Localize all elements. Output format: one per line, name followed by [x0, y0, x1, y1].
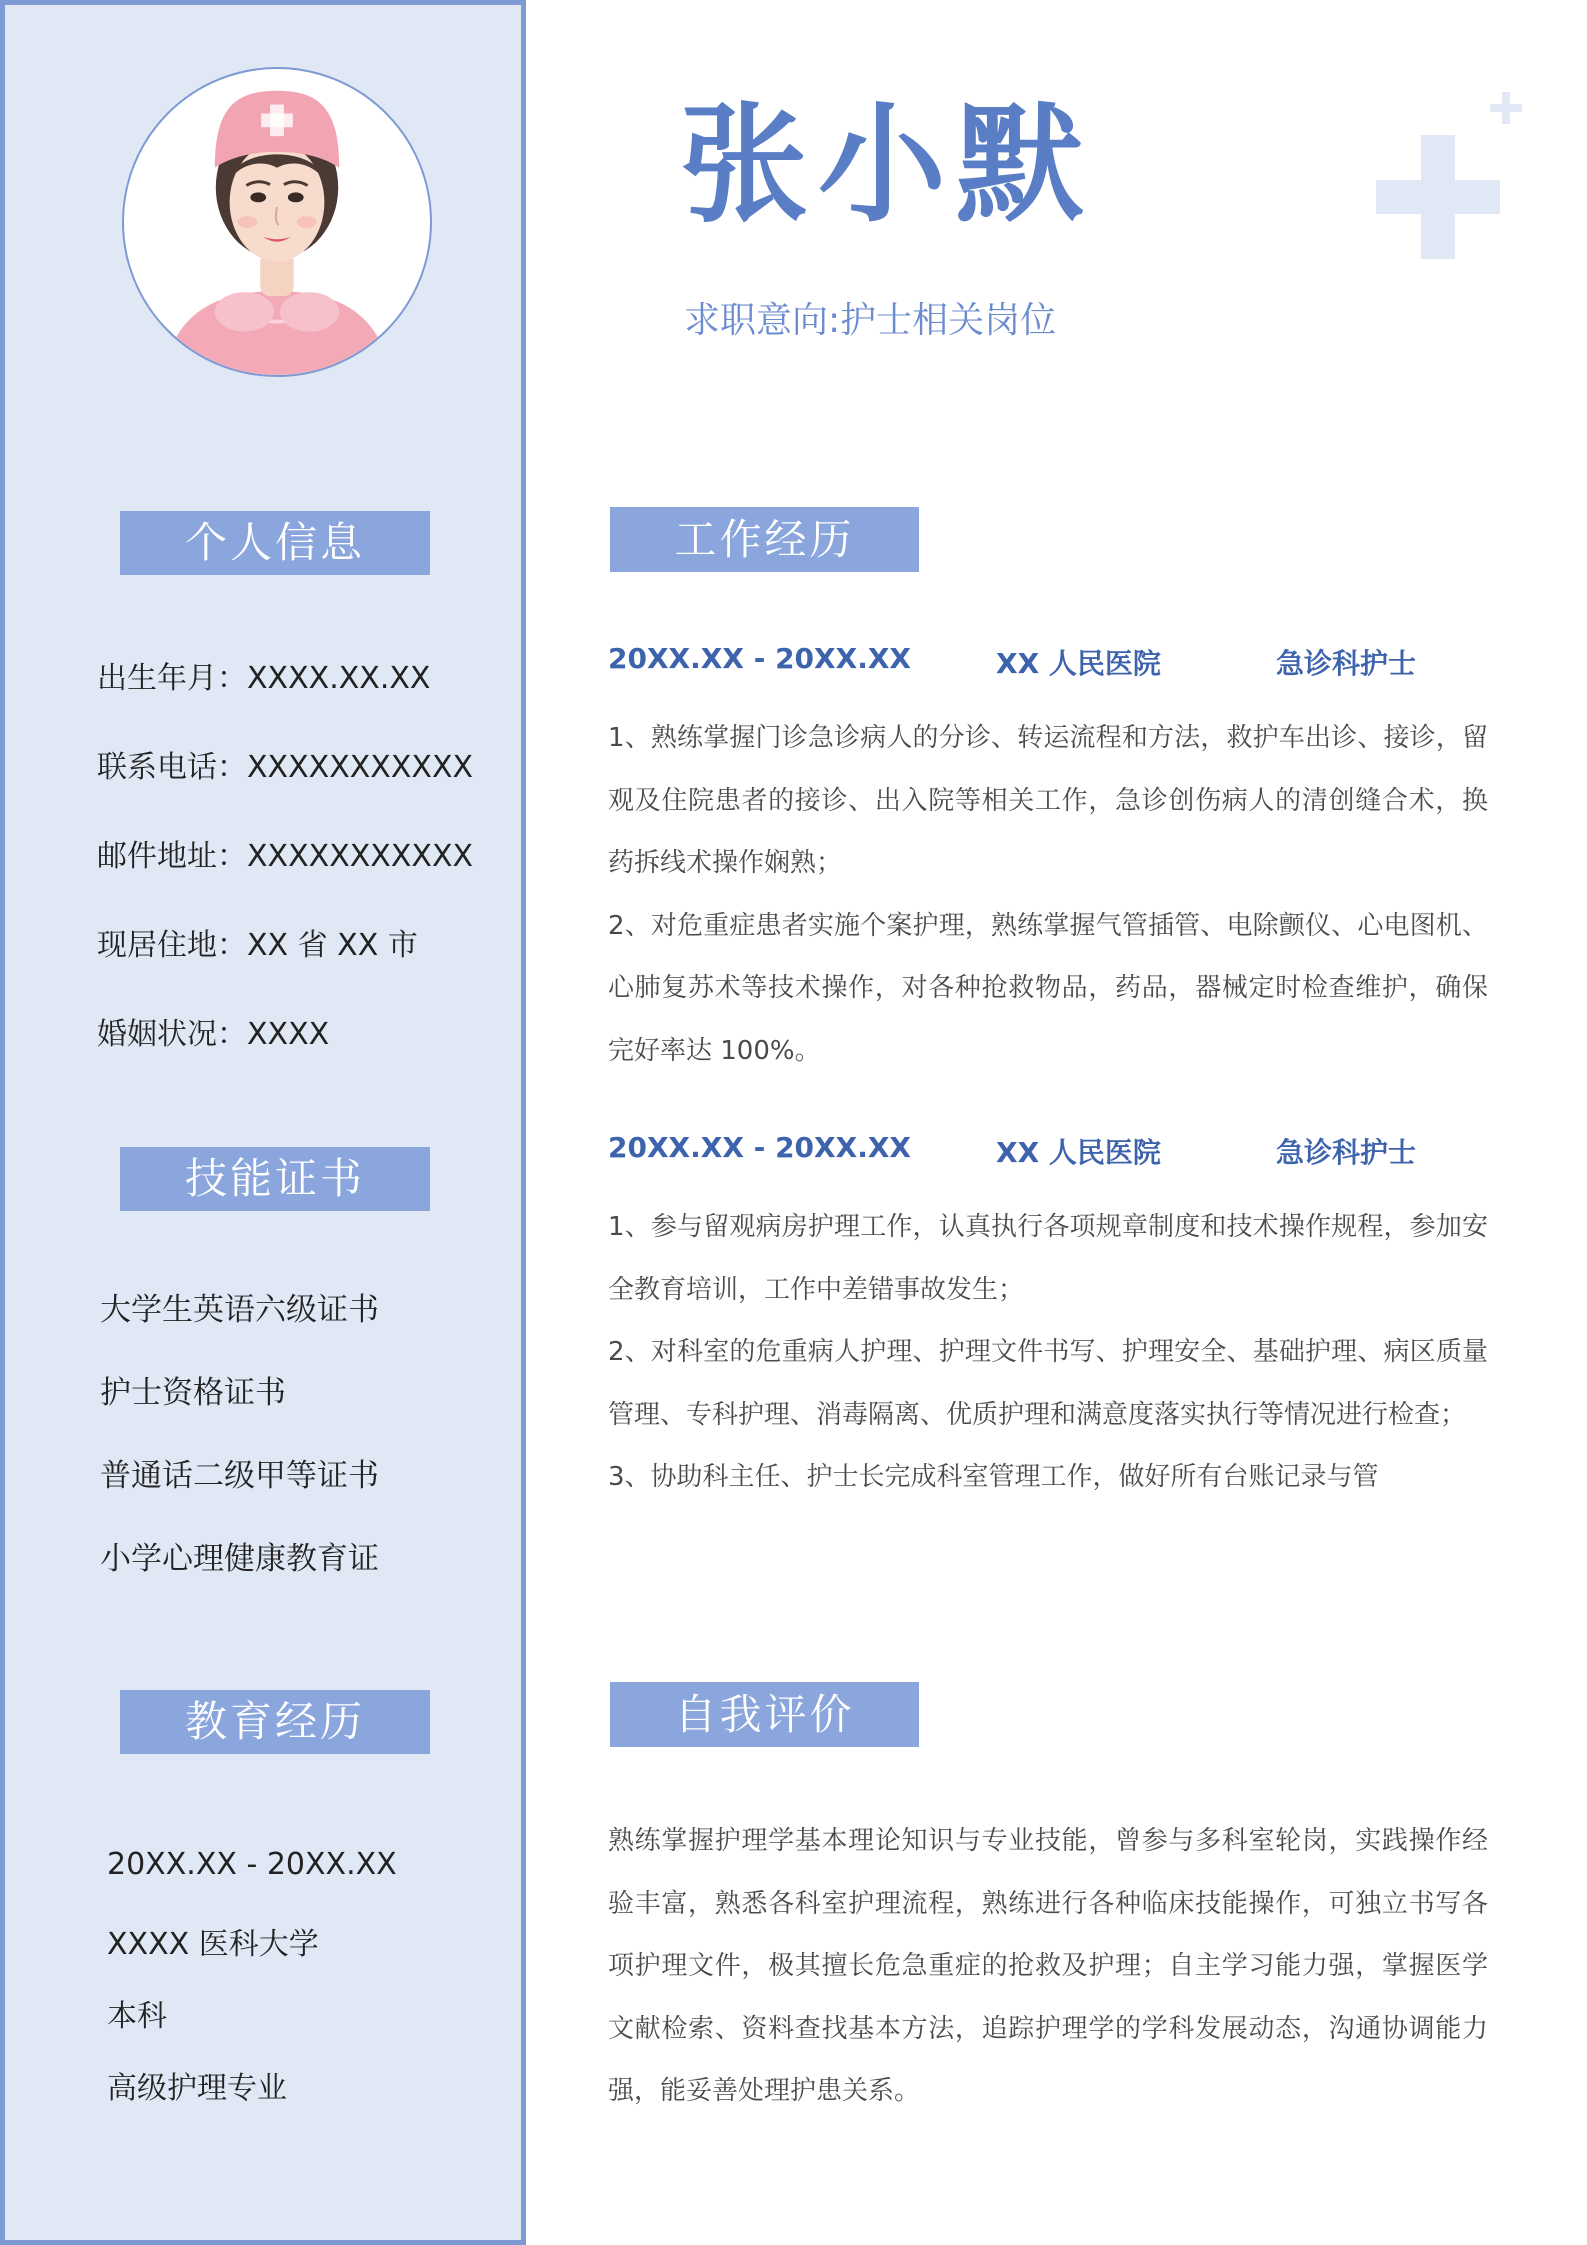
job-organization: XX 人民医院	[996, 1136, 1161, 1169]
work-experience-heading: 工作经历	[610, 507, 919, 572]
nurse-portrait-illustration	[124, 69, 430, 375]
self-evaluation-heading: 自我评价	[610, 1682, 919, 1747]
job-role: 急诊科护士	[1276, 1136, 1417, 1169]
education-major: 高级护理专业	[107, 2071, 287, 2106]
job-date: 20XX.XX - 20XX.XX	[608, 642, 912, 675]
skill-item: 普通话二级甲等证书	[100, 1458, 379, 1494]
skill-item: 大学生英语六级证书	[100, 1292, 379, 1328]
education-heading: 教育经历	[120, 1690, 430, 1754]
medical-cross-icon	[1376, 135, 1500, 259]
job-entry-header	[608, 642, 1488, 682]
sidebar	[0, 0, 526, 2245]
candidate-name: 张小默	[680, 91, 1095, 240]
avatar	[122, 67, 432, 377]
job-intent: 求职意向:护士相关岗位	[684, 300, 1057, 341]
job-role: 急诊科护士	[1276, 647, 1417, 680]
job-date: 20XX.XX - 20XX.XX	[608, 1131, 912, 1164]
email: 邮件地址：XXXXXXXXXXX	[97, 839, 474, 874]
marital-status: 婚姻状况：XXXX	[97, 1017, 330, 1052]
skill-item: 小学心理健康教育证	[100, 1541, 379, 1577]
personal-info-heading: 个人信息	[120, 511, 430, 575]
job-description: 1、熟练掌握门诊急诊病人的分诊、转运流程和方法，救护车出诊、接诊，留观及住院患者的接诊、出入院等相关工作，急诊创伤病人的清创缝合术，换药拆线术操作娴熟； 2、对危重症患者实施个案护理，熟练掌握气管插管、电除颤仪、心电图机、心肺复苏术等技术操作，对各种抢救物品，药品，器械定时检查维护，确保完好率达 100%。	[608, 723, 1488, 1066]
phone: 联系电话：XXXXXXXXXXX	[97, 750, 474, 785]
job-description: 1、参与留观病房护理工作，认真执行各项规章制度和技术操作规程，参加安全教育培训，工作中差错事故发生； 2、对科室的危重病人护理、护理文件书写、护理安全、基础护理、病区质量管理、专科护理、消毒隔离、优质护理和满意度落实执行等情况进行检查； 3、协助科主任、护士长完成科室管理工作，做好所有台账记录与管	[608, 1212, 1488, 1492]
education-date: 20XX.XX - 20XX.XX	[107, 1847, 397, 1882]
birth-date: 出生年月：XXXX.XX.XX	[97, 661, 431, 696]
small-cross-icon	[1490, 92, 1522, 124]
residence: 现居住地：XX 省 XX 市	[97, 928, 418, 963]
skill-item: 护士资格证书	[100, 1375, 286, 1411]
education-school: XXXX 医科大学	[107, 1927, 319, 1962]
job-organization: XX 人民医院	[996, 647, 1161, 680]
job-entry-header	[608, 1131, 1488, 1171]
self-evaluation-text: 熟练掌握护理学基本理论知识与专业技能，曾参与多科室轮岗，实践操作经验丰富，熟悉各科室护理流程，熟练进行各种临床技能操作，可独立书写各项护理文件，极其擅长危急重症的抢救及护理；自主学习能力强，掌握医学文献检索、资料查找基本方法，追踪护理学的学科发展动态，沟通协调能力强，能妥善处理护患关系。	[608, 1826, 1488, 2106]
skills-heading: 技能证书	[120, 1147, 430, 1211]
education-degree: 本科	[107, 1999, 167, 2034]
